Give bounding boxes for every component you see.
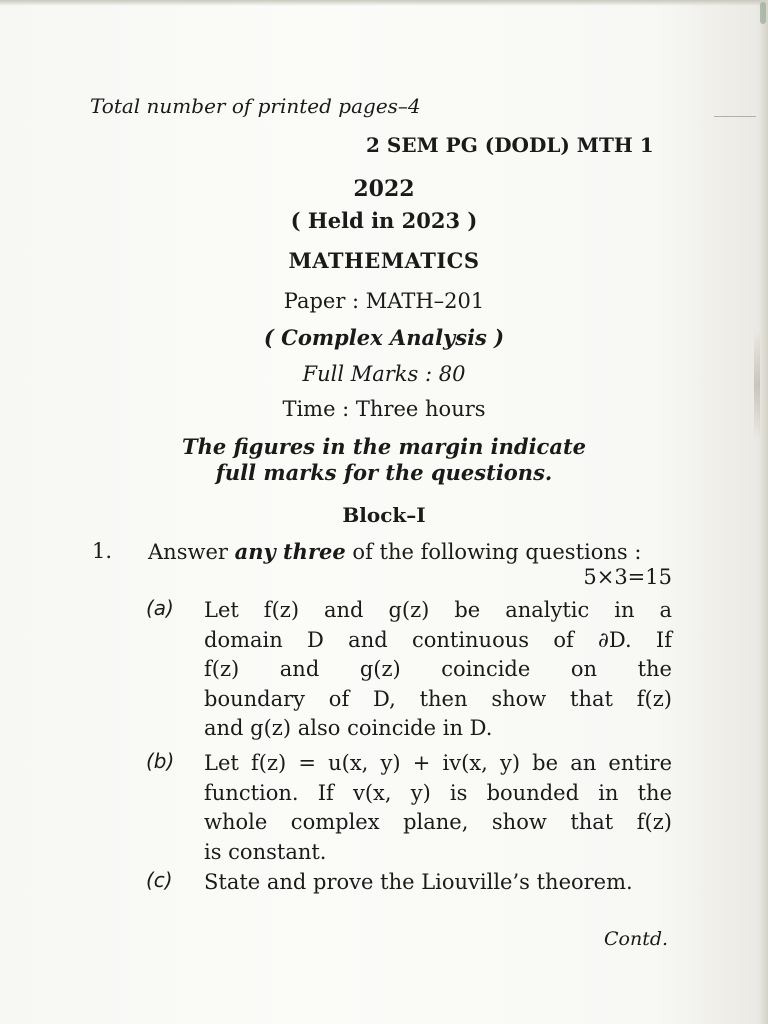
item-line: function. If v(x, y) is bounded in the [204, 780, 672, 805]
block-heading: Block–I [342, 503, 426, 527]
total-pages-note: Total number of printed pages–4 [90, 94, 421, 118]
item-line: State and prove the Liouville’s theorem. [204, 870, 633, 894]
margin-scratch [714, 116, 756, 117]
item-line: domain D and continuous of ∂D. If [204, 627, 672, 652]
item-label: (c) [146, 868, 173, 892]
course-code: 2 SEM PG (DODL) MTH 1 [366, 133, 654, 157]
item-line: Let f(z) and g(z) be analytic in a [204, 598, 672, 622]
paper-code: Paper : MATH–201 [283, 289, 485, 313]
corner-smudge [760, 2, 766, 24]
instruction-line-1: The figures in the margin indicate [181, 434, 587, 459]
item-line: f(z) and g(z) coincide on the [204, 657, 672, 681]
instruction-line-2: full marks for the questions. [215, 460, 553, 485]
item-text [204, 749, 672, 867]
continued-note: Contd. [604, 928, 669, 950]
item-text [204, 596, 672, 744]
subject-title: MATHEMATICS [288, 248, 480, 273]
item-label: (a) [146, 596, 174, 620]
item-label: (b) [146, 749, 175, 773]
question-text-before: Answer [148, 540, 235, 564]
question-instruction [148, 541, 641, 563]
item-line: and g(z) also coincide in D. [204, 716, 493, 740]
exam-time: Time : Three hours [282, 397, 486, 421]
question-emphasis: any three [234, 539, 346, 564]
item-line: Let f(z) = u(x, y) + iv(x, y) be an entire [204, 751, 672, 775]
item-line: whole complex plane, show that f(z) [204, 810, 672, 834]
exam-year: 2022 [353, 176, 415, 202]
item-line: boundary of D, then show that f(z) [204, 686, 672, 711]
question-number: 1. [92, 539, 113, 563]
paper-title: ( Complex Analysis ) [263, 325, 505, 350]
question-marks: 5×3=15 [583, 565, 672, 589]
item-line: is constant. [204, 839, 327, 864]
full-marks: Full Marks : 80 [302, 362, 466, 386]
page-top-edge [0, 0, 768, 6]
item-text [204, 868, 672, 898]
held-in: ( Held in 2023 ) [290, 208, 478, 233]
question-text-after: of the following questions : [345, 540, 642, 564]
